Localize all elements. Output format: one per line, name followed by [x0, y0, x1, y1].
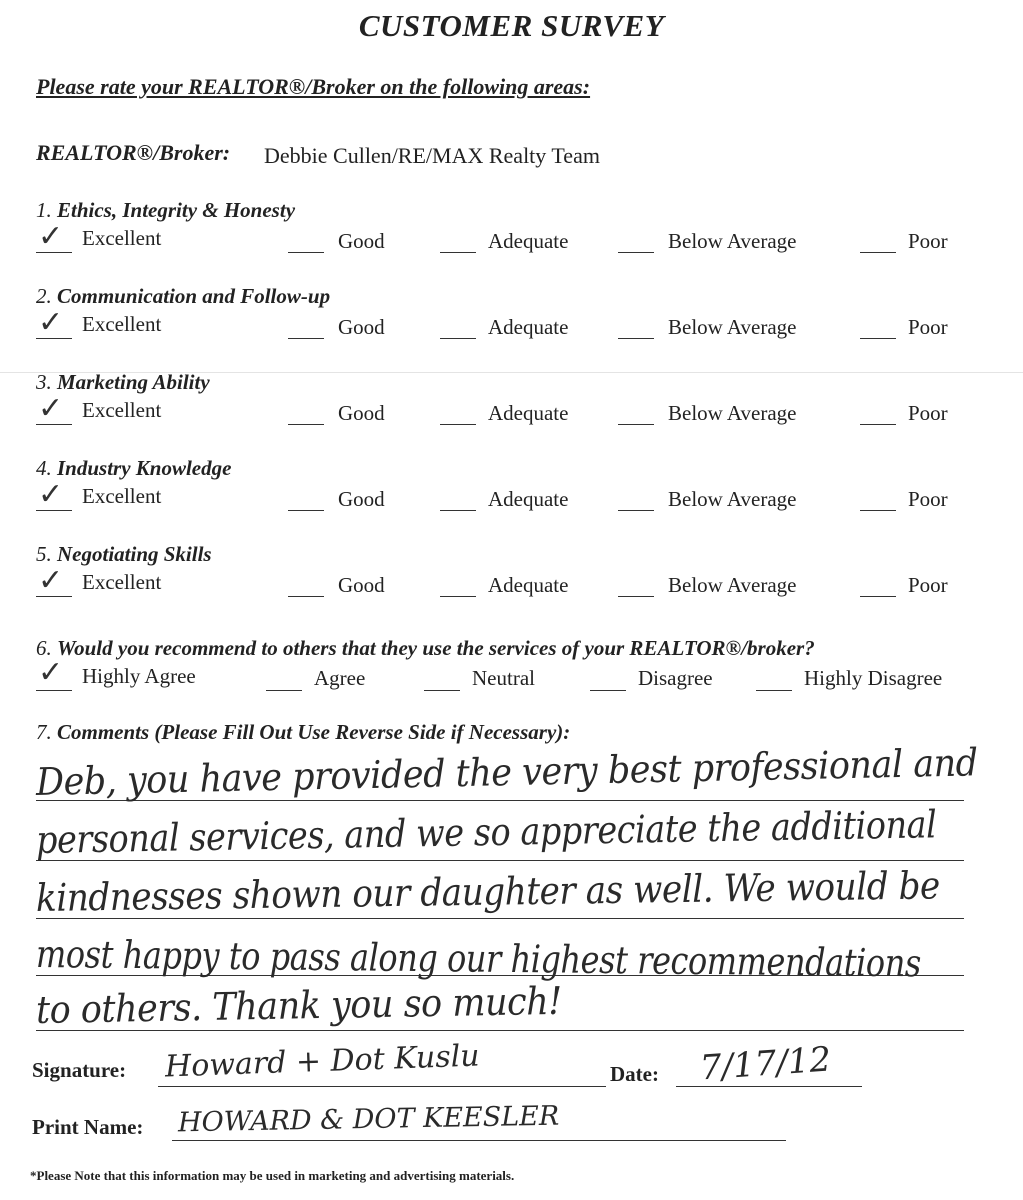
question-1-title: 1. Ethics, Integrity & Honesty [36, 198, 296, 222]
answer-blank[interactable] [288, 338, 324, 339]
question-7-title: 7. Comments (Please Fill Out Use Reverse Side if Necessary): [36, 720, 571, 744]
option-label: Disagree [638, 666, 713, 690]
footer-note: *Please Note that this information may be used in marketing and advertising materials. [30, 1168, 515, 1183]
comment-text-line-4: most happy to pass along our highest recommendations [35, 932, 922, 986]
answer-blank[interactable] [288, 424, 324, 425]
signature-value: Howard + Dot Kuslu [164, 1038, 481, 1085]
check-mark-icon: ✓ [38, 219, 64, 254]
option-label: Below Average [668, 229, 797, 253]
answer-blank[interactable] [860, 596, 896, 597]
answer-blank[interactable] [36, 690, 72, 691]
question-2-title: 2. Communication and Follow-up [36, 284, 331, 308]
check-mark-icon: ✓ [38, 391, 64, 426]
page-title: CUSTOMER SURVEY [358, 8, 665, 43]
check-mark-icon: ✓ [38, 655, 64, 690]
question-6-title: 6. Would you recommend to others that they use the services of your REALTOR®/broker? [36, 636, 815, 660]
answer-blank[interactable] [618, 424, 654, 425]
answer-blank[interactable] [618, 596, 654, 597]
option-label: Poor [908, 315, 948, 339]
answer-blank[interactable] [618, 252, 654, 253]
option-label: Highly Disagree [804, 666, 943, 690]
comment-line [36, 918, 964, 919]
option-label: Poor [908, 487, 948, 511]
option-label: Excellent [82, 484, 162, 508]
print-name-line [172, 1140, 786, 1141]
option-label: Adequate [488, 573, 569, 597]
option-label: Below Average [668, 487, 797, 511]
answer-blank[interactable] [618, 338, 654, 339]
answer-blank[interactable] [424, 690, 460, 691]
answer-blank[interactable] [440, 252, 476, 253]
option-label: Highly Agree [82, 664, 196, 688]
option-label: Poor [908, 229, 948, 253]
comment-text-line-2: personal services, and we so appreciate the additional [35, 802, 937, 862]
answer-blank[interactable] [440, 338, 476, 339]
question-5-title: 5. Negotiating Skills [36, 542, 212, 566]
question-4-title: 4. Industry Knowledge [36, 456, 232, 480]
option-label: Below Average [668, 315, 797, 339]
option-label: Excellent [82, 398, 162, 422]
answer-blank[interactable] [860, 338, 896, 339]
broker-value: Debbie Cullen/RE/MAX Realty Team [264, 143, 600, 168]
check-mark-icon: ✓ [38, 305, 64, 340]
answer-blank[interactable] [860, 510, 896, 511]
print-name-value: HOWARD & DOT KEESLER [177, 1100, 560, 1139]
option-label: Neutral [472, 666, 535, 690]
option-label: Agree [314, 666, 366, 690]
option-label: Adequate [488, 487, 569, 511]
comment-text-line-5: to others. Thank you so much! [35, 978, 563, 1032]
option-label: Excellent [82, 570, 162, 594]
answer-blank[interactable] [440, 596, 476, 597]
answer-blank[interactable] [288, 510, 324, 511]
option-label: Good [338, 573, 385, 597]
option-label: Poor [908, 573, 948, 597]
answer-blank[interactable] [618, 510, 654, 511]
answer-blank[interactable] [756, 690, 792, 691]
check-mark-icon: ✓ [38, 563, 64, 598]
comment-text-line-1: Deb, you have provided the very best professional and [35, 740, 978, 804]
answer-blank[interactable] [590, 690, 626, 691]
date-label: Date: [610, 1062, 659, 1086]
option-label: Good [338, 487, 385, 511]
option-label: Below Average [668, 573, 797, 597]
answer-blank[interactable] [288, 252, 324, 253]
question-3-title: 3. Marketing Ability [36, 370, 210, 394]
option-label: Excellent [82, 312, 162, 336]
answer-blank[interactable] [266, 690, 302, 691]
option-label: Excellent [82, 226, 162, 250]
answer-blank[interactable] [288, 596, 324, 597]
comment-line [36, 1030, 964, 1031]
comment-text-line-3: kindnesses shown our daughter as well. We would be [35, 863, 941, 920]
option-label: Good [338, 315, 385, 339]
signature-label: Signature: [32, 1058, 127, 1082]
answer-blank[interactable] [860, 252, 896, 253]
option-label: Adequate [488, 401, 569, 425]
option-label: Adequate [488, 229, 569, 253]
date-value: 7/17/12 [698, 1039, 833, 1089]
option-label: Adequate [488, 315, 569, 339]
print-name-label: Print Name: [32, 1115, 144, 1139]
option-label: Poor [908, 401, 948, 425]
answer-blank[interactable] [440, 510, 476, 511]
instructions: Please rate your REALTOR®/Broker on the following areas: [36, 74, 591, 99]
option-label: Good [338, 401, 385, 425]
answer-blank[interactable] [860, 424, 896, 425]
check-mark-icon: ✓ [38, 477, 64, 512]
option-label: Below Average [668, 401, 797, 425]
signature-line [158, 1086, 606, 1087]
answer-blank[interactable] [440, 424, 476, 425]
broker-label: REALTOR®/Broker: [36, 140, 231, 165]
option-label: Good [338, 229, 385, 253]
comment-line [36, 860, 964, 861]
